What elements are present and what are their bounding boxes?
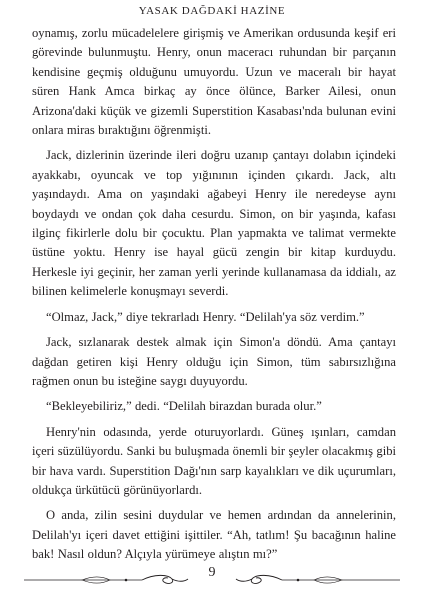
paragraph: O anda, zilin sesini duydular ve hemen ardından da annelerinin, Delilah'yı içeri davet ettiğini işittiler. “Ah, tatlım! Şu bacağının haline bak! Nasıl oldun? Alçıyla yürümeye alıştın mı?” [32,508,396,562]
paragraph: oynamış, zorlu mücadelelere girişmiş ve Amerikan ordusunda keşif eri görevinde bulunmuştu. Henry, onun maceracı ruhundan bir parçanın kendisine geçmiş olduğunu umuyordu. Uzun ve maceralı bir hayat süren Hank Amca birkaç ay önce ölünce, Barker Ailesi, onun Arizona'daki küçük ve gizemli Superstition Kasabası'nda bulunan evini onlara miras bıraktığını öğrenmişti. [32,26,396,138]
paragraph: Jack, dizlerinin üzerinde ileri doğru uzanıp çantayı dolabın içindeki ayakkabı, oyuncak ve top yığınının içinden çıkardı. Jack, altı yaşındaydı. Ama on yaşındaki ağabeyi Henry ile neredeyse aynı boydaydı ve ondan çok daha cesurdu. Simon, on bir yaşında, kafası ilginç fikirlerle dolu bir çocuktu. Plan yapmakta ve talimat vermekte üstüne yoktu. Henry ise hayal gücü zengin bir kitap kurduydu. Herkesle iyi geçinir, her zaman yerli yerinde kullanamasa da iddialı, az bilinen kelimelerle konuşmayı severdi. [32,148,396,299]
paragraph: Henry'nin odasında, yerde oturuyorlardı. Güneş ışınları, camdan içeri süzülüyordu. Sanki bu buluşmada önemli bir şeyler olacakmış gibi bir hava vardı. Superstition Dağı'nın sarp kayalıkları ve dik uçurumları, oldukça ürkütücü görünüyorlardı. [32,424,396,497]
running-head: YASAK DAĞDAKİ HAZİNE [138,5,286,17]
paragraph: “Bekleyebiliriz,” dedi. “Delilah birazdan burada olur.” [46,399,322,414]
paragraph: “Olmaz, Jack,” diye tekrarladı Henry. “Delilah'ya söz verdim.” [46,309,365,324]
flourish-ornament-icon [232,573,402,587]
body-text [32,24,396,565]
paragraph: Jack, sızlanarak destek almak için Simon'a döndü. Ama çantayı dağdan getiren kişi Henry olduğu için Simon, tüm sabırsızlığına rağmen onun bu isteğine saygı duyuyordu. [32,335,396,388]
flourish-ornament-icon [22,573,192,587]
page-number: 9 [208,565,216,580]
page-footer [0,565,424,595]
